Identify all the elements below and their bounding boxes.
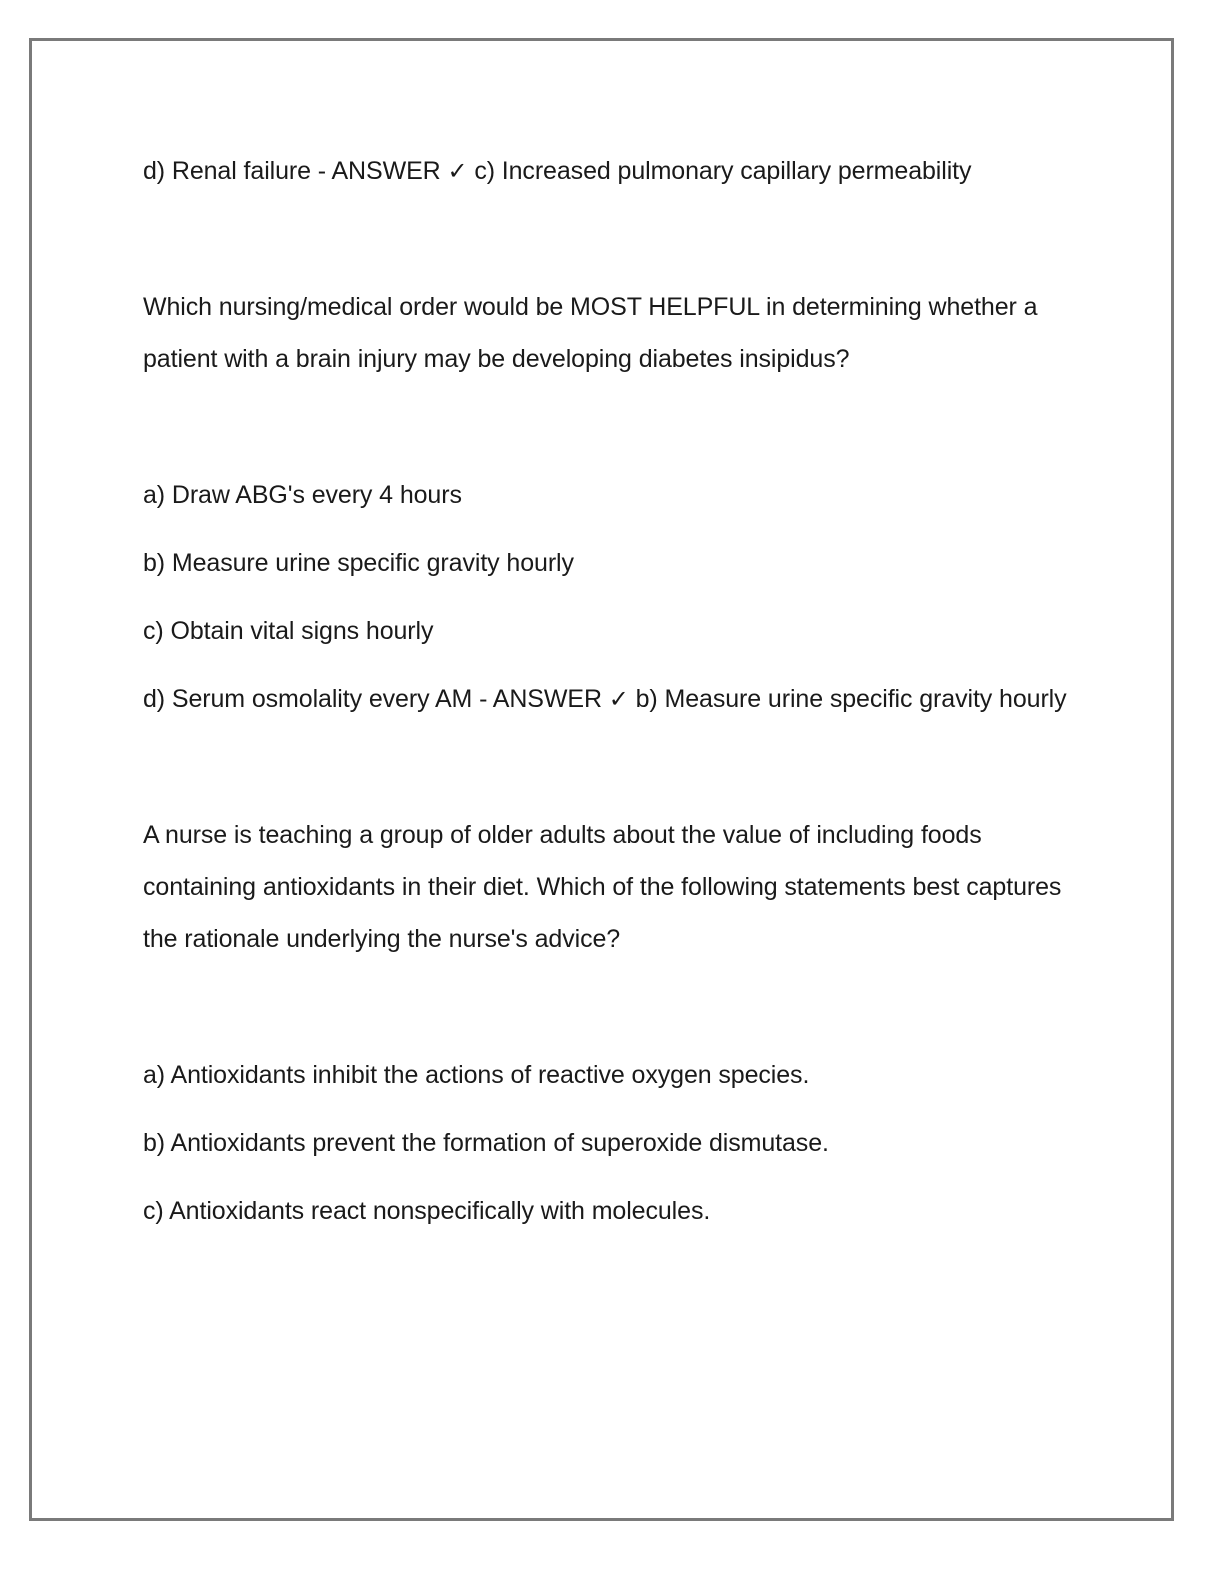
q1-answer-line [143, 145, 1093, 197]
document-content [143, 145, 1093, 1237]
q2-question: Which nursing/medical order would be MOST HELPFUL in determining whether a patient with a brain injury may be developing diabetes insipidus? [143, 293, 1038, 373]
q2-option-d-answer [143, 673, 1093, 725]
q2-last-option: d) Serum osmolality every AM - ANSWER [143, 685, 609, 713]
q2-option-b: b) Measure urine specific gravity hourly [143, 549, 574, 577]
q2-option-a: a) Draw ABG's every 4 hours [143, 481, 462, 509]
q3-option-c: c) Antioxidants react nonspecifically with molecules. [143, 1197, 711, 1225]
q2-answer: b) Measure urine specific gravity hourly [628, 685, 1067, 713]
q1-last-option: d) Renal failure - ANSWER [143, 157, 448, 185]
q3-option-a: a) Antioxidants inhibit the actions of reactive oxygen species. [143, 1061, 810, 1089]
q3-option-b: b) Antioxidants prevent the formation of superoxide dismutase. [143, 1129, 829, 1157]
check-icon: ✓ [608, 685, 629, 713]
q2-option-c: c) Obtain vital signs hourly [143, 617, 434, 645]
q1-answer: c) Increased pulmonary capillary permeability [467, 157, 972, 185]
check-icon: ✓ [447, 157, 468, 185]
q3-question: A nurse is teaching a group of older adults about the value of including foods containing antioxidants in their diet. Which of the following statements best captures the rationale underlying the nurse's advice? [143, 821, 1062, 953]
